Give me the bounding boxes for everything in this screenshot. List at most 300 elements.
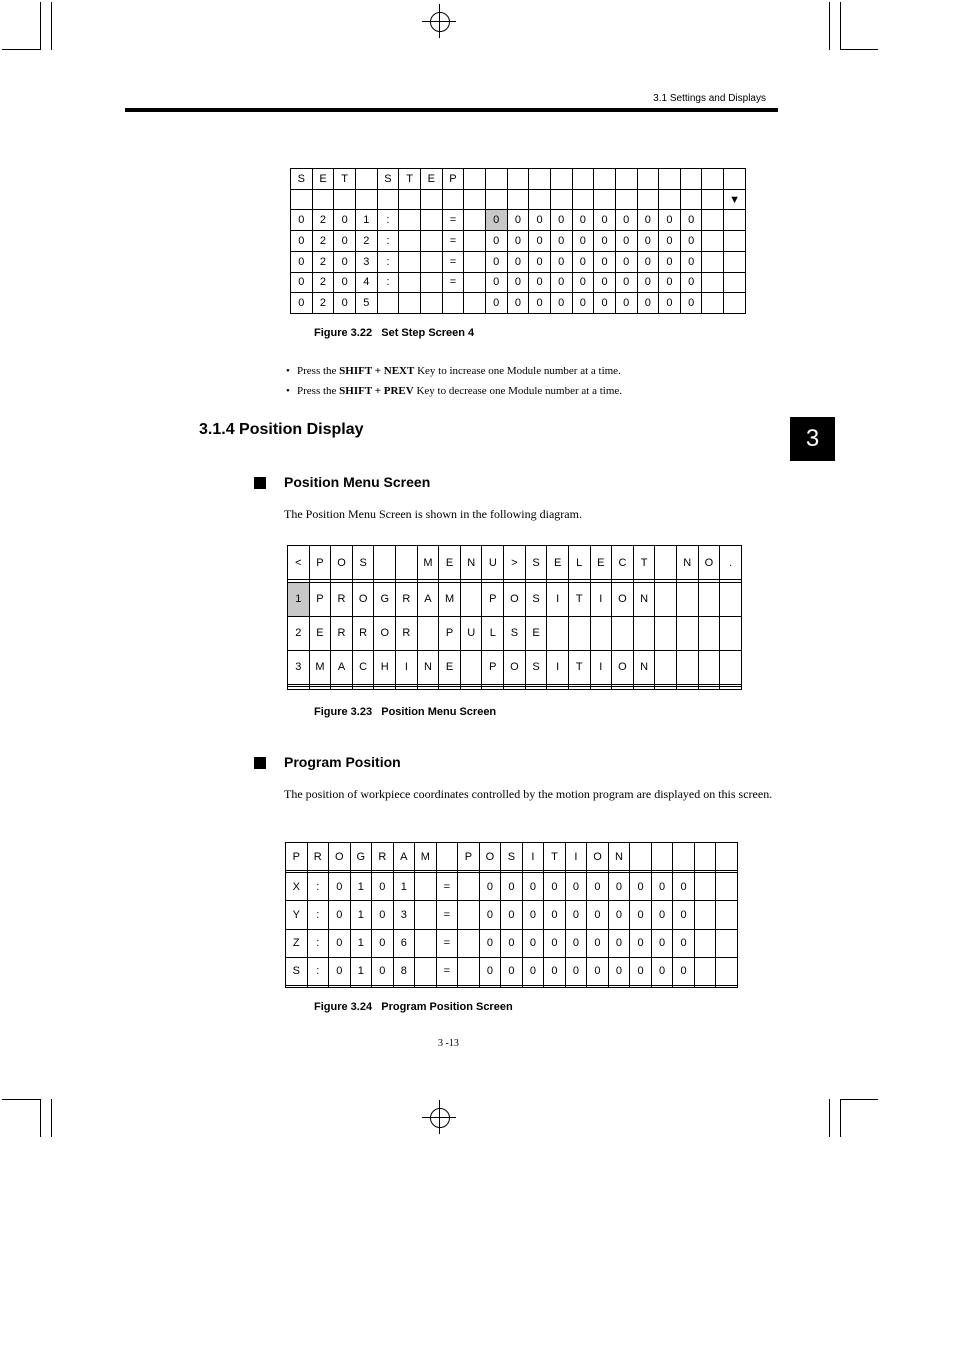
lcd-cell: =: [436, 929, 458, 957]
lcd-cell: 2: [312, 293, 334, 314]
lcd-cell: 0: [565, 929, 587, 957]
lcd-cell: [458, 957, 480, 985]
crop-mark: [40, 1099, 41, 1137]
lcd-cell: 0: [615, 272, 637, 293]
lcd-cell: 3: [288, 650, 310, 684]
lcd-row: [291, 272, 746, 293]
lcd-cell: 0: [522, 957, 544, 985]
lcd-cell: [630, 985, 652, 987]
lcd-cell: L: [568, 546, 590, 580]
lcd-row: [288, 650, 742, 684]
lcd-cell: I: [522, 843, 544, 871]
lcd-cell: 0: [507, 293, 529, 314]
lcd-cell: 0: [507, 251, 529, 272]
lcd-cell: [651, 843, 673, 871]
lcd-cell: M: [415, 843, 437, 871]
lcd-cell: [694, 843, 716, 871]
lcd-cell: [420, 251, 442, 272]
lcd-cell: [716, 843, 738, 871]
lcd-cell: [615, 169, 637, 190]
lcd-cell: 0: [329, 873, 351, 901]
lcd-cell: 0: [372, 929, 394, 957]
lcd-cell: R: [331, 582, 353, 616]
lcd-cell: =: [436, 873, 458, 901]
lcd-cell: [724, 251, 746, 272]
lcd-cell: [501, 985, 523, 987]
lcd-cell: :: [377, 210, 399, 231]
lcd-cell: [479, 985, 501, 987]
lcd-cell: [399, 231, 421, 252]
lcd-cell: [485, 169, 507, 190]
crop-mark: [829, 1099, 830, 1137]
lcd-cell: O: [504, 650, 526, 684]
lcd-cell: 1: [355, 210, 377, 231]
lcd-cell: 0: [637, 210, 659, 231]
lcd-cell: [458, 901, 480, 929]
lcd-row: [291, 210, 746, 231]
lcd-cell: N: [417, 650, 439, 684]
lcd-cell: 0: [565, 901, 587, 929]
lcd-cell: T: [399, 169, 421, 190]
lcd-cell: [590, 616, 612, 650]
lcd-cell: 0: [544, 957, 566, 985]
lcd-cell: [694, 929, 716, 957]
lcd-cell: 0: [673, 957, 695, 985]
lcd-cell: [439, 687, 461, 690]
lcd-cell: [399, 293, 421, 314]
lcd-cell: [720, 616, 742, 650]
lcd-cell: 0: [329, 957, 351, 985]
lcd-cell: G: [350, 843, 372, 871]
lcd-cell: [393, 985, 415, 987]
lcd-cell: [399, 272, 421, 293]
lcd-cell: [547, 616, 569, 650]
lcd-cell: P: [286, 843, 308, 871]
lcd-cell: I: [396, 650, 418, 684]
lcd-cell: [572, 169, 594, 190]
lcd-cell: [307, 985, 329, 987]
lcd-cell: 0: [329, 929, 351, 957]
crop-mark: [51, 2, 52, 50]
lcd-cell: [507, 169, 529, 190]
lcd-cell: 6: [393, 929, 415, 957]
lcd-cell: 0: [372, 873, 394, 901]
lcd-cell: [612, 616, 634, 650]
lcd-cell: [550, 189, 572, 210]
lcd-cell: [399, 251, 421, 272]
lcd-cell: O: [352, 582, 374, 616]
lcd-cell: [334, 189, 356, 210]
lcd-cell: I: [590, 650, 612, 684]
lcd-cell: [630, 843, 652, 871]
lcd-cell: [698, 650, 720, 684]
lcd-cell: [286, 985, 308, 987]
lcd-cell: P: [309, 546, 331, 580]
program-position-screen-grid: [285, 842, 738, 988]
lcd-cell: 0: [291, 272, 313, 293]
lcd-cell: O: [504, 582, 526, 616]
lcd-cell: [716, 873, 738, 901]
lcd-cell: M: [439, 582, 461, 616]
lcd-cell: 0: [608, 901, 630, 929]
lcd-cell: C: [352, 650, 374, 684]
lcd-cell: 0: [507, 272, 529, 293]
lcd-cell: [377, 189, 399, 210]
lcd-cell: [565, 985, 587, 987]
lcd-cell: [676, 650, 698, 684]
lcd-cell: [329, 985, 351, 987]
lcd-cell: [702, 210, 724, 231]
lcd-cell: [702, 272, 724, 293]
lcd-cell: 0: [501, 957, 523, 985]
lcd-cell: [568, 616, 590, 650]
crop-mark: [829, 2, 830, 50]
lcd-cell: [716, 901, 738, 929]
lcd-cell: [396, 546, 418, 580]
chapter-tab: 3: [790, 417, 835, 461]
lcd-cell: [702, 231, 724, 252]
lcd-cell: [612, 687, 634, 690]
lcd-cell: 1: [350, 901, 372, 929]
lcd-cell: R: [352, 616, 374, 650]
lcd-cell: [724, 169, 746, 190]
lcd-cell: .: [720, 546, 742, 580]
lcd-cell: N: [460, 546, 482, 580]
lcd-cell: [637, 189, 659, 210]
lcd-cell: H: [374, 650, 396, 684]
lcd-cell: [547, 687, 569, 690]
lcd-cell: M: [309, 650, 331, 684]
lcd-cell: 0: [572, 251, 594, 272]
lcd-cell: [436, 985, 458, 987]
lcd-cell: 0: [372, 901, 394, 929]
bullet-item: • Press the SHIFT + PREV Key to decrease one Module number at a time.: [286, 385, 623, 397]
lcd-cell: [572, 189, 594, 210]
lcd-cell: [529, 169, 551, 190]
lcd-cell: N: [633, 650, 655, 684]
lcd-cell: R: [307, 843, 329, 871]
lcd-cell: 0: [544, 901, 566, 929]
lcd-cell: [702, 169, 724, 190]
lcd-cell: 1: [350, 929, 372, 957]
lcd-cell: 3: [355, 251, 377, 272]
lcd-cell: 0: [529, 272, 551, 293]
lcd-cell: O: [331, 546, 353, 580]
crop-mark: [2, 1099, 40, 1100]
lcd-cell: [702, 251, 724, 272]
figure-caption: Figure 3.24 Program Position Screen: [314, 1001, 513, 1013]
figure-caption: Figure 3.22 Set Step Screen 4: [314, 327, 475, 339]
lcd-cell: [720, 582, 742, 616]
lcd-cell: [716, 929, 738, 957]
lcd-cell: 0: [659, 231, 681, 252]
lcd-cell: R: [331, 616, 353, 650]
lcd-cell: P: [458, 843, 480, 871]
lcd-cell: 0: [637, 272, 659, 293]
lcd-cell: :: [307, 901, 329, 929]
lcd-cell: 0: [680, 231, 702, 252]
lcd-cell: 0: [507, 210, 529, 231]
lcd-cell: [655, 582, 677, 616]
lcd-cell: [355, 189, 377, 210]
lcd-cell: [544, 985, 566, 987]
lcd-cell: [288, 687, 310, 690]
lcd-cell: 0: [529, 251, 551, 272]
key-instructions: [286, 362, 622, 402]
crop-mark: [840, 1099, 841, 1137]
lcd-cell: E: [420, 169, 442, 190]
lcd-cell: 0: [680, 251, 702, 272]
lcd-cell: [420, 189, 442, 210]
lcd-cell: [352, 687, 374, 690]
lcd-cell: 5: [355, 293, 377, 314]
lcd-cell: :: [307, 957, 329, 985]
lcd-cell: 0: [594, 251, 616, 272]
lcd-cell: R: [372, 843, 394, 871]
lcd-cell: [415, 957, 437, 985]
lcd-cell: [659, 189, 681, 210]
lcd-cell: [698, 687, 720, 690]
lcd-cell: [698, 616, 720, 650]
lcd-cell: 0: [615, 251, 637, 272]
lcd-cell: [415, 873, 437, 901]
lcd-cell: 0: [651, 901, 673, 929]
lcd-cell: [312, 189, 334, 210]
lcd-cell: N: [676, 546, 698, 580]
lcd-cell: 0: [594, 210, 616, 231]
lcd-cell: 0: [485, 231, 507, 252]
lcd-cell: [590, 687, 612, 690]
lcd-cell: [673, 985, 695, 987]
lcd-row: [291, 169, 746, 190]
lcd-cell: S: [525, 546, 547, 580]
lcd-cell: 0: [479, 929, 501, 957]
lcd-cell: E: [309, 616, 331, 650]
lcd-row: [286, 901, 738, 929]
lcd-cell: 0: [572, 293, 594, 314]
paragraph: The position of workpiece coordinates controlled by the motion program are displayed on this screen.: [284, 787, 773, 801]
registration-mark: [422, 4, 456, 38]
lcd-cell: S: [286, 957, 308, 985]
lcd-cell: T: [334, 169, 356, 190]
lcd-cell: S: [504, 616, 526, 650]
lcd-cell: [507, 189, 529, 210]
lcd-cell: 0: [572, 231, 594, 252]
lcd-cell: U: [460, 616, 482, 650]
lcd-cell: 0: [479, 957, 501, 985]
lcd-cell: Z: [286, 929, 308, 957]
lcd-cell: [694, 985, 716, 987]
lcd-cell: 2: [312, 231, 334, 252]
lcd-cell: [464, 272, 486, 293]
lcd-cell: :: [307, 929, 329, 957]
subsection-title: Position Menu Screen: [284, 474, 430, 490]
lcd-cell: 0: [659, 272, 681, 293]
lcd-cell: [458, 929, 480, 957]
lcd-cell: [504, 687, 526, 690]
lcd-cell: [464, 169, 486, 190]
crop-mark: [840, 49, 878, 50]
lcd-cell: 2: [355, 231, 377, 252]
lcd-cell: [633, 687, 655, 690]
lcd-cell: [720, 650, 742, 684]
lcd-cell: O: [698, 546, 720, 580]
lcd-cell: [702, 293, 724, 314]
lcd-cell: [485, 189, 507, 210]
lcd-cell: S: [525, 650, 547, 684]
lcd-cell: 0: [673, 901, 695, 929]
header-rule: [125, 108, 778, 112]
lcd-cell: 0: [572, 272, 594, 293]
lcd-cell: [637, 169, 659, 190]
lcd-cell: 0: [485, 251, 507, 272]
lcd-cell: [680, 169, 702, 190]
lcd-cell: 0: [485, 293, 507, 314]
lcd-row: [286, 873, 738, 901]
lcd-cell: S: [377, 169, 399, 190]
lcd-cell: [420, 210, 442, 231]
page-number: 3 -13: [438, 1038, 459, 1049]
lcd-cell: I: [547, 582, 569, 616]
lcd-cell: S: [525, 582, 547, 616]
lcd-cell: P: [309, 582, 331, 616]
lcd-cell: 0: [680, 293, 702, 314]
lcd-cell: 0: [550, 231, 572, 252]
lcd-cell: [633, 616, 655, 650]
paragraph: The Position Menu Screen is shown in the following diagram.: [284, 507, 582, 521]
lcd-cell: [331, 687, 353, 690]
lcd-cell: [415, 929, 437, 957]
lcd-cell: X: [286, 873, 308, 901]
lcd-cell: 2: [312, 251, 334, 272]
lcd-cell: [436, 843, 458, 871]
lcd-cell: =: [436, 957, 458, 985]
lcd-cell: [464, 293, 486, 314]
lcd-cell: [415, 901, 437, 929]
running-head: 3.1 Settings and Displays: [653, 93, 766, 104]
lcd-cell: [417, 687, 439, 690]
lcd-cell: E: [439, 546, 461, 580]
lcd-cell: 0: [501, 901, 523, 929]
lcd-cell: 0: [587, 873, 609, 901]
lcd-cell: 0: [529, 231, 551, 252]
lcd-cell: [720, 687, 742, 690]
lcd-cell: E: [525, 616, 547, 650]
lcd-cell: O: [612, 650, 634, 684]
lcd-cell: Y: [286, 901, 308, 929]
lcd-cell: 0: [630, 873, 652, 901]
lcd-row: [288, 616, 742, 650]
lcd-cell: O: [587, 843, 609, 871]
lcd-cell: [680, 189, 702, 210]
lcd-cell: 0: [550, 272, 572, 293]
lcd-cell: A: [393, 843, 415, 871]
lcd-cell: 0: [291, 210, 313, 231]
lcd-cell: 0: [544, 929, 566, 957]
lcd-row: [291, 251, 746, 272]
lcd-cell: [676, 616, 698, 650]
lcd-cell: 2: [312, 210, 334, 231]
lcd-cell: T: [633, 546, 655, 580]
lcd-cell: 1: [393, 873, 415, 901]
lcd-cell: 0: [565, 873, 587, 901]
lcd-cell: P: [482, 582, 504, 616]
lcd-cell: R: [396, 616, 418, 650]
crop-mark: [840, 1099, 878, 1100]
lcd-cell: =: [442, 210, 464, 231]
lcd-cell: P: [442, 169, 464, 190]
lcd-cell: 0: [651, 957, 673, 985]
lcd-cell: 0: [651, 929, 673, 957]
lcd-cell: 0: [615, 231, 637, 252]
lcd-cell: A: [417, 582, 439, 616]
position-menu-screen-grid: [287, 545, 742, 690]
lcd-cell: <: [288, 546, 310, 580]
lcd-cell: [655, 687, 677, 690]
lcd-cell: 2: [288, 616, 310, 650]
lcd-cell: 0: [680, 272, 702, 293]
lcd-cell: O: [374, 616, 396, 650]
lcd-row: [286, 985, 738, 987]
lcd-cell: [702, 189, 724, 210]
lcd-cell: [655, 650, 677, 684]
lcd-cell: [420, 231, 442, 252]
lcd-row: [286, 843, 738, 871]
lcd-cell: [676, 687, 698, 690]
lcd-cell: [482, 687, 504, 690]
lcd-cell: 0: [544, 873, 566, 901]
lcd-cell: 0: [291, 293, 313, 314]
lcd-cell: 0: [659, 251, 681, 272]
lcd-cell: R: [396, 582, 418, 616]
lcd-cell: O: [329, 843, 351, 871]
lcd-cell: 0: [594, 272, 616, 293]
lcd-cell: 0: [615, 210, 637, 231]
lcd-cell: [724, 231, 746, 252]
lcd-cell: O: [612, 582, 634, 616]
section-title: 3.1.4 Position Display: [199, 421, 364, 438]
lcd-cell: 0: [594, 231, 616, 252]
lcd-cell: [568, 687, 590, 690]
lcd-cell: 0: [529, 210, 551, 231]
lcd-cell: 0: [630, 929, 652, 957]
lcd-cell: G: [374, 582, 396, 616]
lcd-cell: I: [590, 582, 612, 616]
lcd-cell: 8: [393, 957, 415, 985]
lcd-cell: [464, 251, 486, 272]
lcd-cell: T: [568, 582, 590, 616]
lcd-cell: 0: [637, 251, 659, 272]
lcd-cell: [420, 293, 442, 314]
lcd-cell: 0: [608, 873, 630, 901]
lcd-cell: [698, 582, 720, 616]
lcd-cell: E: [547, 546, 569, 580]
lcd-cell: 0: [291, 251, 313, 272]
lcd-cell: 0: [565, 957, 587, 985]
lcd-cell: 0: [594, 293, 616, 314]
lcd-cell: 0: [522, 873, 544, 901]
lcd-cell: =: [442, 272, 464, 293]
lcd-cell: [420, 272, 442, 293]
lcd-cell: T: [568, 650, 590, 684]
lcd-cell: 1: [350, 873, 372, 901]
lcd-cell: N: [608, 843, 630, 871]
lcd-row: [288, 687, 742, 690]
subsection-title: Program Position: [284, 754, 401, 770]
lcd-row: [286, 957, 738, 985]
lcd-row: [286, 929, 738, 957]
lcd-cell: 0: [522, 929, 544, 957]
